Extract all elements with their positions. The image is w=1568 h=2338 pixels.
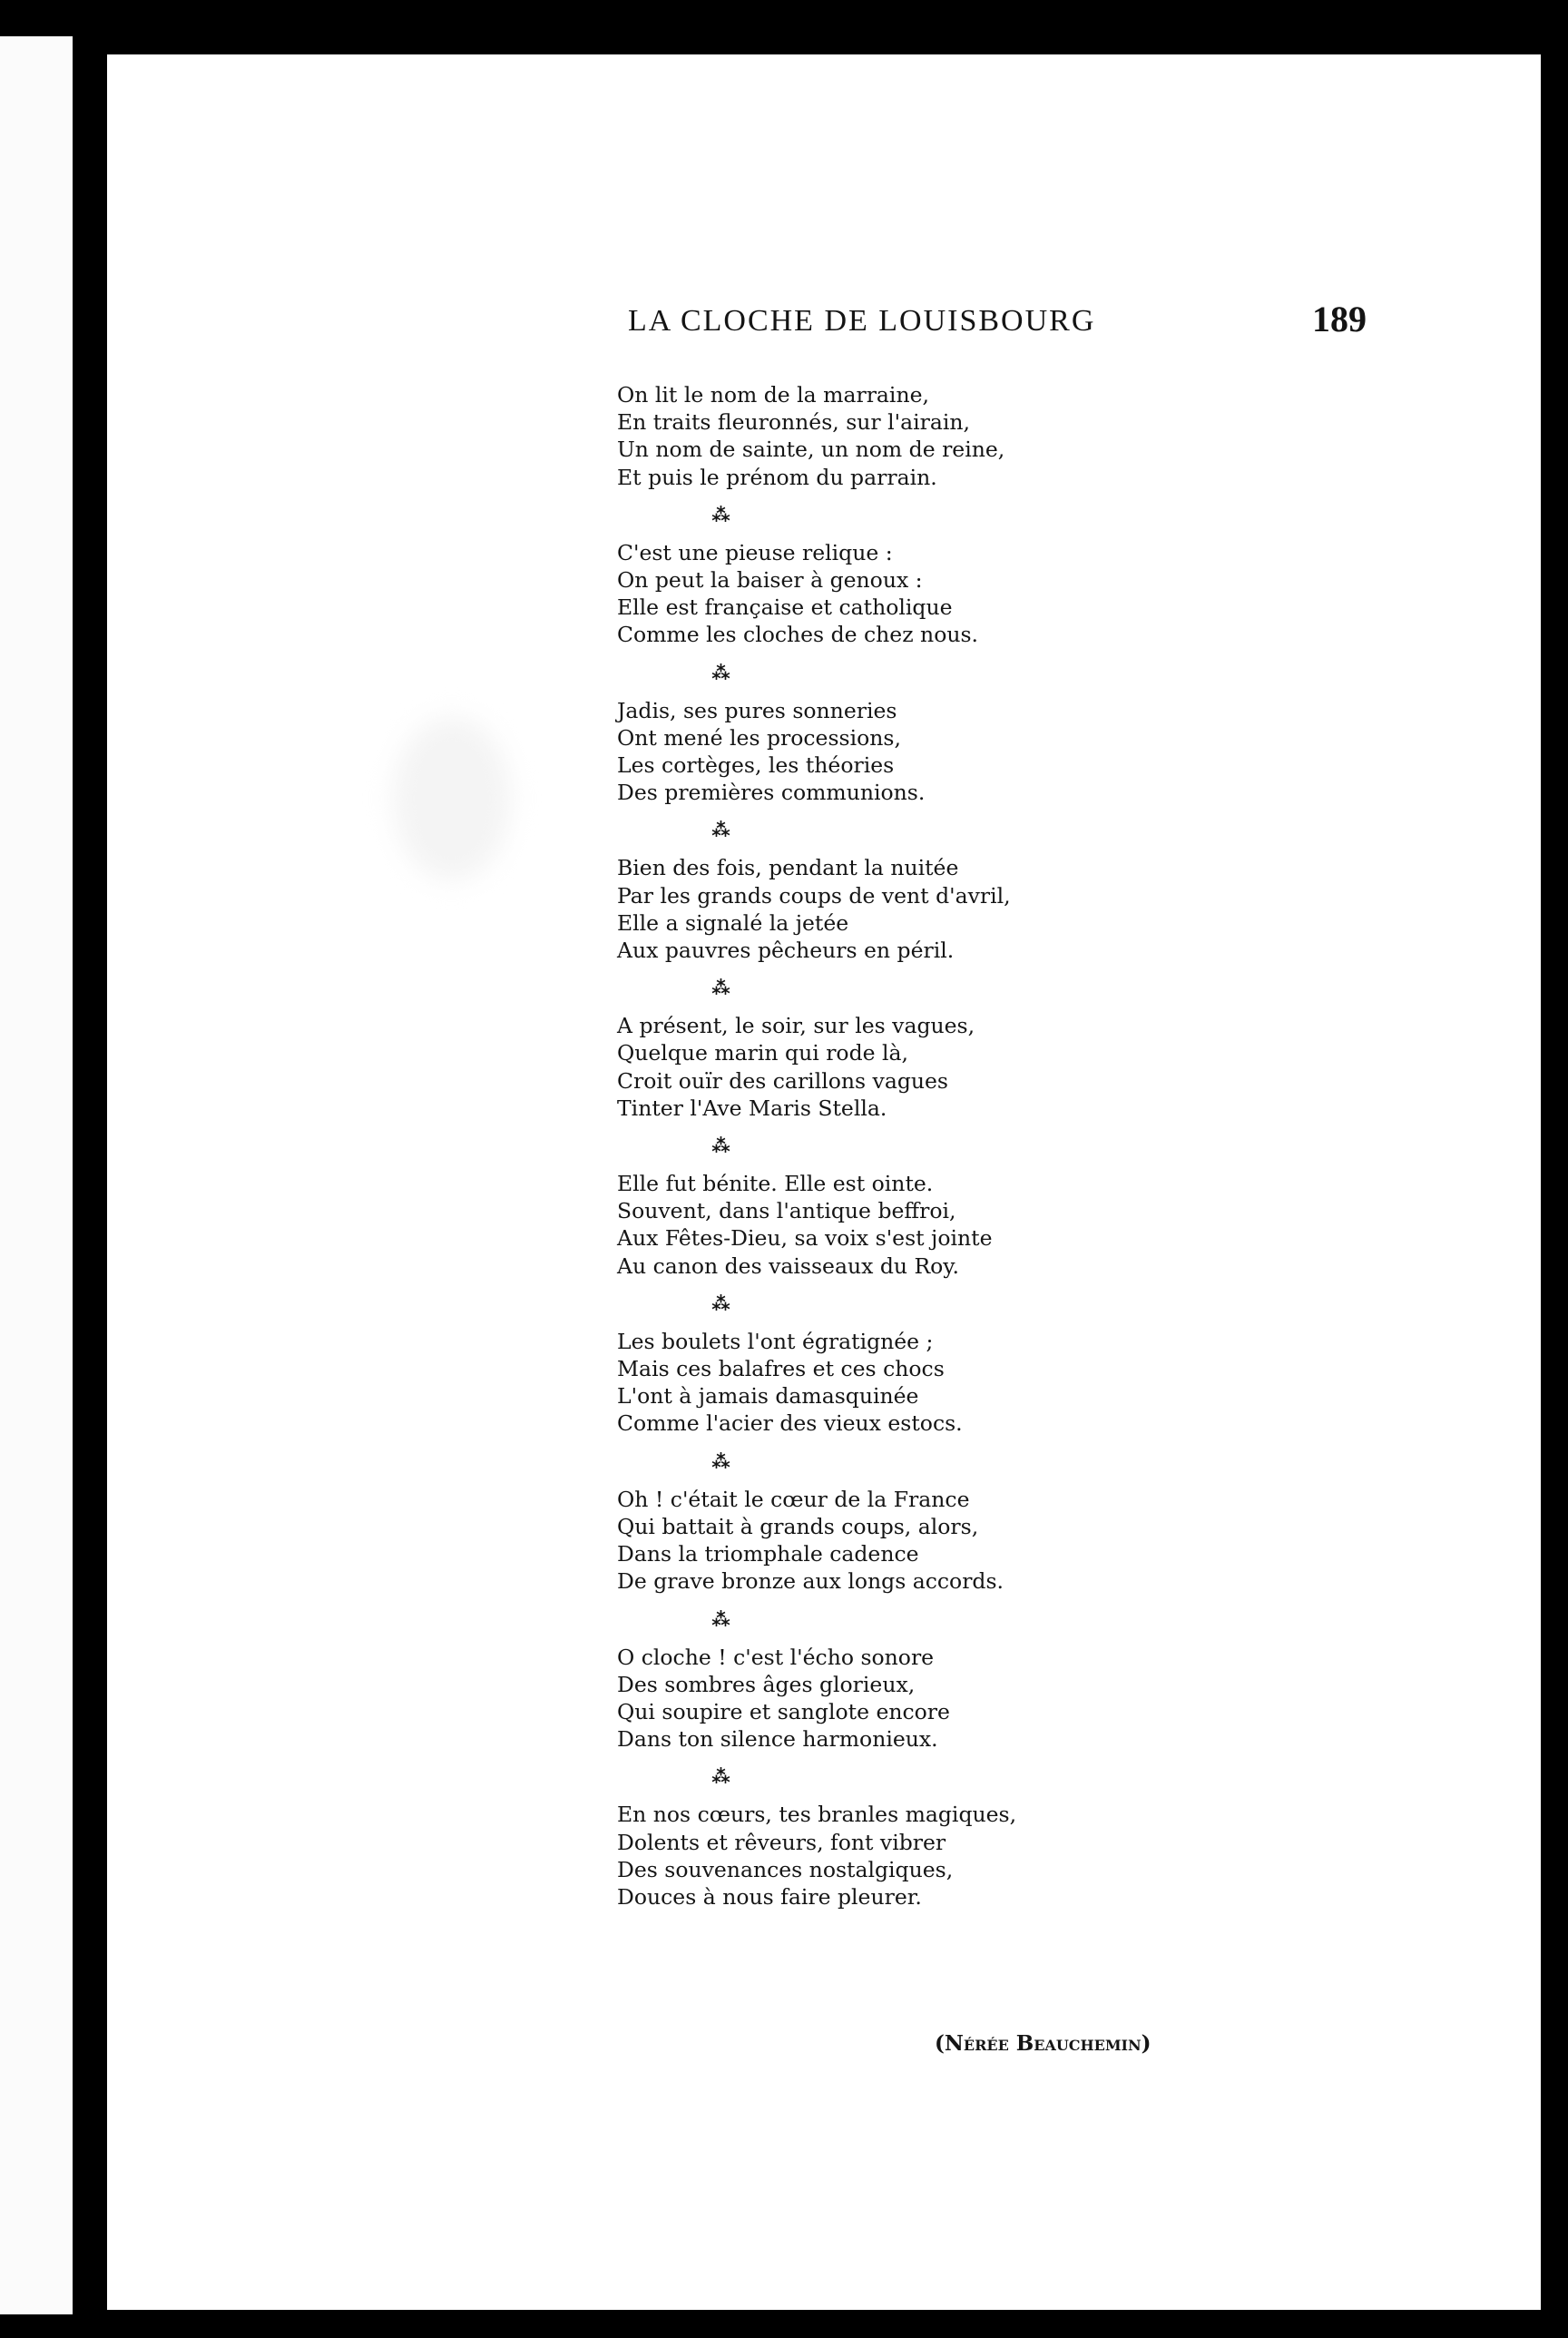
stanza-separator: ⁂ bbox=[711, 1607, 731, 1630]
verse-line: Qui soupire et sanglote encore bbox=[617, 1698, 950, 1724]
stanza-separator: ⁂ bbox=[711, 819, 731, 841]
stanza-separator: ⁂ bbox=[711, 503, 731, 526]
stanza bbox=[617, 697, 1198, 807]
previous-page-edge bbox=[0, 36, 73, 2314]
verse-line: Dans ton silence harmonieux. bbox=[617, 1726, 938, 1753]
verse-line: Dans la triomphale cadence bbox=[617, 1541, 919, 1567]
verse-line: L'ont à jamais damasquinée bbox=[617, 1383, 919, 1410]
verse-line: Ont mené les processions, bbox=[617, 724, 901, 751]
verse-line: Douces à nous faire pleurer. bbox=[617, 1883, 922, 1910]
stanza bbox=[617, 381, 1198, 491]
verse-line: De grave bronze aux longs accords. bbox=[617, 1568, 1004, 1595]
verse-line: Des souvenances nostalgiques, bbox=[617, 1856, 954, 1882]
stanza bbox=[617, 1328, 1198, 1438]
verse-line: Qui battait à grands coups, alors, bbox=[617, 1513, 979, 1539]
verse-line: Tinter l'Ave Maris Stella. bbox=[617, 1095, 887, 1121]
verse-line: Mais ces balafres et ces chocs bbox=[617, 1356, 945, 1382]
verse-line: Elle a signalé la jetée bbox=[617, 909, 849, 936]
stanza-separator: ⁂ bbox=[711, 1292, 731, 1314]
verse-line: Au canon des vaisseaux du Roy. bbox=[617, 1252, 959, 1279]
verse-line: A présent, le soir, sur les vagues, bbox=[617, 1013, 975, 1039]
verse-line: En traits fleuronnés, sur l'airain, bbox=[617, 409, 970, 436]
verse-line: Dolents et rêveurs, font vibrer bbox=[617, 1829, 946, 1855]
verse-line: Elle fut bénite. Elle est ointe. bbox=[617, 1171, 934, 1197]
stanza bbox=[617, 854, 1198, 964]
verse-line: En nos cœurs, tes branles magiques, bbox=[617, 1802, 1017, 1828]
verse-line: Par les grands coups de vent d'avril, bbox=[617, 882, 1011, 909]
verse-line: Des premières communions. bbox=[617, 780, 926, 806]
verse-line: Croit ouïr des carillons vagues bbox=[617, 1067, 948, 1094]
verse-line: Comme les cloches de chez nous. bbox=[617, 622, 979, 648]
verse-line: Un nom de sainte, un nom de reine, bbox=[617, 437, 1005, 463]
verse-line: O cloche ! c'est l'écho sonore bbox=[617, 1644, 935, 1670]
verse-line: Jadis, ses pures sonneries bbox=[617, 697, 897, 723]
verse-line: Les boulets l'ont égratignée ; bbox=[617, 1328, 934, 1354]
verse-line: Oh ! c'était le cœur de la France bbox=[617, 1486, 970, 1512]
verse-line: Des sombres âges glorieux, bbox=[617, 1671, 916, 1697]
stanza bbox=[617, 539, 1198, 649]
poem bbox=[617, 381, 1198, 1911]
stanza bbox=[617, 1170, 1198, 1280]
verse-line: Et puis le prénom du parrain. bbox=[617, 464, 937, 490]
verse-line: Quelque marin qui rode là, bbox=[617, 1040, 908, 1066]
stanza-separator: ⁂ bbox=[711, 1765, 731, 1788]
verse-line: Elle est française et catholique bbox=[617, 594, 953, 621]
author-attribution: (Nérée Beauchemin) bbox=[935, 2031, 1152, 2056]
verse-line: Aux Fêtes-Dieu, sa voix s'est jointe bbox=[617, 1225, 993, 1252]
verse-line: Aux pauvres pêcheurs en péril. bbox=[617, 938, 955, 964]
verse-line: Les cortèges, les théories bbox=[617, 752, 895, 779]
stanza-separator: ⁂ bbox=[711, 661, 731, 683]
verse-line: Souvent, dans l'antique beffroi, bbox=[617, 1198, 956, 1224]
verse-line: On lit le nom de la marraine, bbox=[617, 382, 929, 408]
verse-line: On peut la baiser à genoux : bbox=[617, 567, 923, 594]
stanza-separator: ⁂ bbox=[711, 977, 731, 999]
page-number: 189 bbox=[1312, 299, 1367, 339]
stanza bbox=[617, 1644, 1198, 1754]
paper-stain bbox=[393, 717, 511, 880]
running-title: LA CLOCHE DE LOUISBOURG bbox=[628, 304, 1096, 338]
verse-line: Comme l'acier des vieux estocs. bbox=[617, 1410, 963, 1437]
stanza bbox=[617, 1801, 1198, 1911]
stanza-separator: ⁂ bbox=[711, 1449, 731, 1472]
stanza bbox=[617, 1012, 1198, 1122]
verse-line: C'est une pieuse relique : bbox=[617, 539, 893, 565]
stanza-separator: ⁂ bbox=[711, 1135, 731, 1157]
stanza bbox=[617, 1486, 1198, 1596]
verse-line: Bien des fois, pendant la nuitée bbox=[617, 855, 959, 881]
